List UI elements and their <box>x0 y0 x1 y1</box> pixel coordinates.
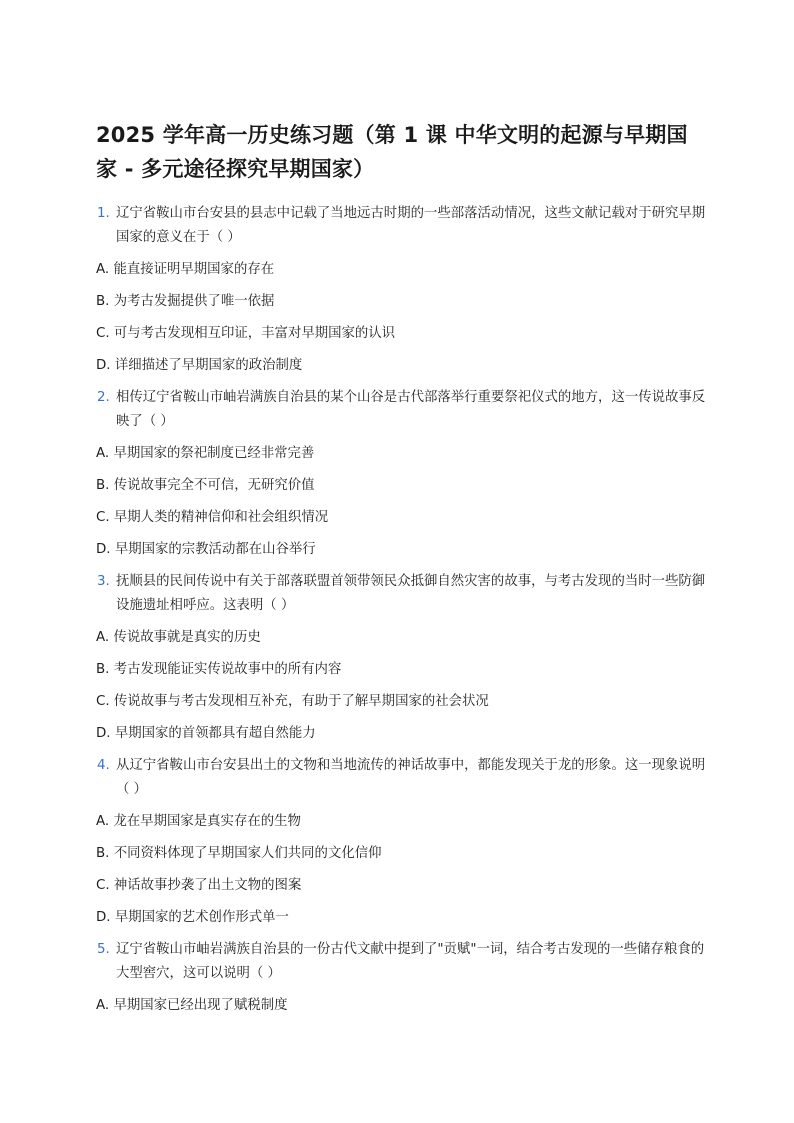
answer-option: A. 早期国家已经出现了赋税制度 <box>96 998 288 1013</box>
question-text: 辽宁省鞍山市岫岩满族自治县的一份古代文献中提到了"贡赋"一词，结合考古发现的一些储存粮食的大型窖穴，这可以说明（ ） <box>116 942 705 981</box>
question-number: 1. <box>97 206 110 221</box>
question-text: 相传辽宁省鞍山市岫岩满族自治县的某个山谷是古代部落举行重要祭祀仪式的地方，这一传说故事反映了（ ） <box>116 390 706 429</box>
answer-option: B. 不同资料体现了早期国家人们共同的文化信仰 <box>96 846 382 861</box>
answer-option: A. 能直接证明早期国家的存在 <box>96 262 275 277</box>
question-number: 2. <box>97 390 110 405</box>
answer-option: D. 早期国家的艺术创作形式单一 <box>96 910 289 925</box>
document-title: 2025 学年高一历史练习题（第 1 课 中华文明的起源与早期国家 - 多元途径探究早期国家） <box>96 123 688 181</box>
answer-option: A. 龙在早期国家是真实存在的生物 <box>96 814 301 829</box>
answer-option: C. 传说故事与考古发现相互补充，有助于了解早期国家的社会状况 <box>96 694 489 709</box>
answer-option: A. 传说故事就是真实的历史 <box>96 630 261 645</box>
question-stem <box>96 938 706 986</box>
answer-option: B. 为考古发掘提供了唯一依据 <box>96 294 275 309</box>
answer-option: C. 神话故事抄袭了出土文物的图案 <box>96 878 302 893</box>
question-number: 3. <box>97 574 110 589</box>
question-stem <box>96 386 706 434</box>
question-number: 5. <box>97 942 110 957</box>
question-list <box>96 202 706 1026</box>
answer-option: D. 早期国家的宗教活动都在山谷举行 <box>96 542 316 557</box>
question-stem <box>96 202 706 250</box>
answer-option: B. 传说故事完全不可信，无研究价值 <box>96 478 315 493</box>
question-number: 4. <box>97 758 110 773</box>
answer-option: B. 考古发现能证实传说故事中的所有内容 <box>96 662 342 677</box>
answer-option: A. 早期国家的祭祀制度已经非常完善 <box>96 446 315 461</box>
answer-option: D. 早期国家的首领都具有超自然能力 <box>96 726 316 741</box>
question-stem <box>96 570 706 618</box>
question-stem <box>96 754 706 802</box>
answer-option: D. 详细描述了早期国家的政治制度 <box>96 358 303 373</box>
question-text: 从辽宁省鞍山市台安县出土的文物和当地流传的神话故事中，都能发现关于龙的形象。这一现象说明（ ） <box>116 758 706 797</box>
question-text: 抚顺县的民间传说中有关于部落联盟首领带领民众抵御自然灾害的故事，与考古发现的当时一些防御设施遗址相呼应。这表明（ ） <box>116 574 706 613</box>
answer-option: C. 可与考古发现相互印证，丰富对早期国家的认识 <box>96 326 396 341</box>
answer-option: C. 早期人类的精神信仰和社会组织情况 <box>96 510 329 525</box>
question-text: 辽宁省鞍山市台安县的县志中记载了当地远古时期的一些部落活动情况，这些文献记载对于研究早期国家的意义在于（ ） <box>116 206 706 245</box>
